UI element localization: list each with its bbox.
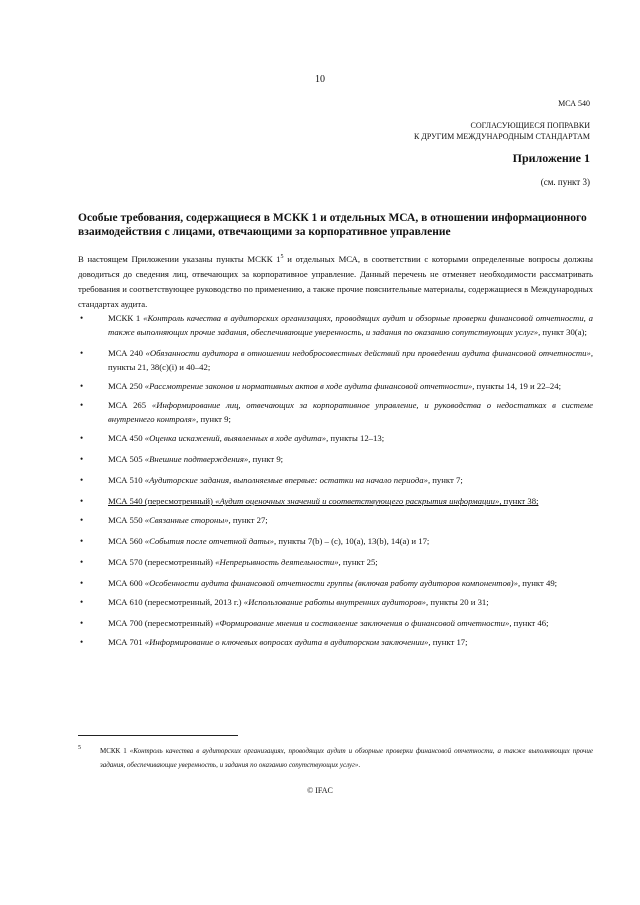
paragraph-reference: , пункты 12–13; [326,433,385,443]
bullet-icon: • [80,618,84,628]
paragraph-reference: , пункт 25; [338,557,378,567]
footnote-end: . [358,761,361,769]
paragraph-reference: , пункты 21, 38(c)(i) и 40–42; [108,348,593,372]
bullet-icon: • [80,496,84,506]
standard-title: «Обязанности аудитора в отношении недобросовестных действий при проведении аудита финансовой отчетности» [145,348,591,358]
standard-code: МСА 560 [108,536,145,546]
bullet-icon: • [80,381,84,391]
intro-text: В настоящем Приложении указаны пункты МСКК 1 [78,253,281,264]
list-item [78,595,593,609]
copyright: © IFAC [307,786,333,795]
bullet-icon: • [80,400,84,410]
standard-title: «Аудиторские задания, выполняемые впервые: остатки на начало периода» [144,475,428,485]
standard-title: «События после отчетной даты» [144,536,275,546]
paragraph-reference: , пункт 9; [248,454,284,464]
standard-title: «Аудит оценочных значений и соответствующего раскрытия информации» [215,496,500,506]
paragraph-reference: , пункт 7; [427,475,463,485]
standard-code: МСА 701 [108,637,145,647]
paragraph-reference: , пункт 17; [428,637,468,647]
standard-code: МСА 510 [108,475,145,485]
standard-code: МСА 240 [108,348,146,358]
page-number: 10 [315,74,325,85]
list-item [78,513,593,527]
section-heading: Особые требования, содержащиеся в МСКК 1 и отдельных МСА, в отношении информационного взаимодействия с лицами, отвечающими за корпоративное управление [78,212,587,238]
appendix-reference: (см. пункт 3) [540,177,590,187]
list-item [78,473,593,487]
standard-code: МСКК 1 [108,313,144,323]
standard-code: МСА 600 [108,578,145,588]
footnote-text [78,744,593,772]
footnote-separator [78,735,238,736]
standard-code: МСА 570 (пересмотренный) [108,557,216,567]
list-item [78,379,593,393]
bullet-icon: • [80,454,84,464]
list-item [78,311,593,339]
footnote-reference: 5 [280,254,284,260]
list-item [78,452,593,466]
standard-title: «Использование работы внутренних аудиторов» [243,597,427,607]
footnote-standard-code: МСКК 1 [100,747,130,755]
footnote [78,744,593,772]
paragraph-reference: , пункт 46; [509,618,549,628]
section-line-2: К ДРУГИМ МЕЖДУНАРОДНЫМ СТАНДАРТАМ [414,132,590,141]
standard-title: «Информирование о ключевых вопросах аудита в аудиторском заключении» [144,637,429,647]
paragraph-reference: , пункты 20 и 31; [426,597,489,607]
standard-title: «Формирование мнения и составление заключения о финансовой отчетности» [215,618,510,628]
list-item [78,398,593,426]
list-item [78,346,593,374]
standards-list [78,311,593,656]
standard-title: «Контроль качества в аудиторских организациях, проводящих аудит и обзорные проверки финансовой отчетности, а также выполняющих прочие задания, обеспечивающие уверенность, и задания по оказанию сопутствующих услуг» [108,313,594,337]
list-item [78,616,593,630]
standard-title: «Непрерывность деятельности» [215,557,339,567]
bullet-icon: • [80,475,84,485]
standard-code: МСА 450 [108,433,145,443]
list-item-underlined [78,494,593,508]
standard-title: «Особенности аудита финансовой отчетности группы (включая работу аудиторов компонентов)» [144,578,518,588]
bullet-icon: • [80,433,84,443]
list-item [78,534,593,548]
footnote-standard-title: «Контроль качества в аудиторских организациях, проводящих аудит и обзорные проверки финансовой отчетности, а также выполняющих прочие задания, обеспечивающие уверенность, и задания по оказанию сопутствующих услуг» [100,747,594,769]
intro-paragraph [78,250,593,312]
standard-title: «Рассмотрение законов и нормативных актов в ходе аудита финансовой отчетности» [144,381,473,391]
section-header [414,120,590,142]
paragraph-reference: , пункт 30(a); [538,327,587,337]
paragraph-reference: , пункт 27; [228,515,268,525]
standard-code: МСА 250 [108,381,145,391]
intro-text-continued: и отдельных МСА, в соответствии с которыми определенные вопросы должны доводиться до сведения лиц, отвечающих за корпоративное управление. Данный перечень не отменяет необходимости рассматривать требования и соответствующее руководство по применению, а также прочие пояснительные материалы, содержащиеся в Международных стандартах аудита. [78,253,593,309]
standard-title: «Связанные стороны» [144,515,229,525]
appendix-title: Приложение 1 [512,151,590,165]
list-item [78,431,593,445]
list-item [78,555,593,569]
paragraph-reference: , пункты 14, 19 и 22–24; [472,381,562,391]
paragraph-reference: , пункт 49; [517,578,558,588]
standard-code: МСА 265 [108,400,152,410]
document-code: МСА 540 [558,99,590,108]
bullet-icon: • [80,557,84,567]
standard-code: МСА 540 (пересмотренный) [108,496,216,506]
list-item [78,576,593,590]
standard-title: «Оценка искажений, выявленных в ходе аудита» [144,433,327,443]
section-line-1: СОГЛАСУЮЩИЕСЯ ПОПРАВКИ [470,121,590,130]
bullet-icon: • [80,536,84,546]
bullet-icon: • [80,515,84,525]
bullet-icon: • [80,313,84,323]
bullet-icon: • [80,578,84,588]
standard-code: МСА 700 (пересмотренный) [108,618,216,628]
bullet-icon: • [80,348,84,358]
standard-title: «Информирование лиц, отвечающих за корпоративное управление, и руководства о недостатках в системе внутреннего контроля» [108,400,593,424]
bullet-icon: • [80,597,84,607]
standard-title: «Внешние подтверждения» [144,454,249,464]
paragraph-reference: , пункт 38; [499,496,539,506]
bullet-icon: • [80,637,84,647]
paragraph-reference: , пункты 7(b) – (c), 10(a), 13(b), 14(a) и 17; [274,536,430,546]
list-item [78,635,593,649]
standard-code: МСА 550 [108,515,145,525]
paragraph-reference: , пункт 9; [196,414,231,424]
standard-code: МСА 610 (пересмотренный, 2013 г.) [108,597,244,607]
standard-code: МСА 505 [108,454,145,464]
footnote-number: 5 [78,745,81,751]
